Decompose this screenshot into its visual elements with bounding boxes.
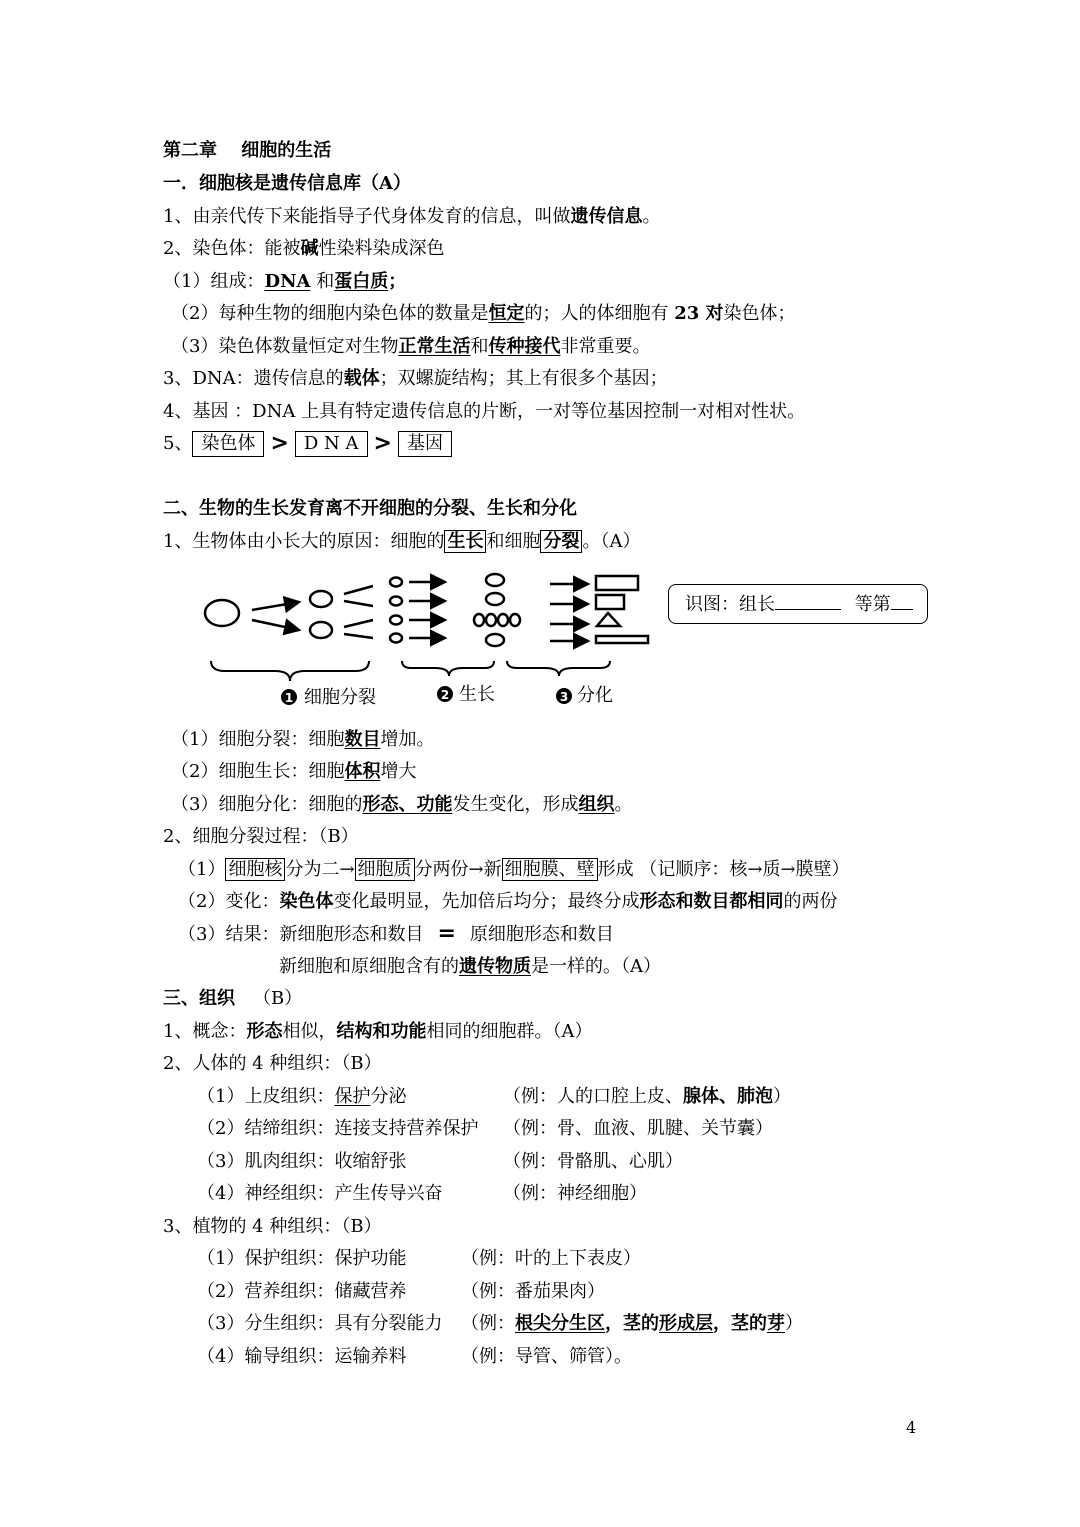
s1-item-2: 2、染色体：能被碱性染料染成深色 — [163, 238, 445, 259]
human-tissue-1: （1）上皮组织：保护分泌 — [197, 1086, 407, 1107]
s3-item-2: 2、人体的 4 种组织：（B） — [163, 1053, 382, 1074]
grown-cell — [474, 614, 484, 626]
s2-item-2: 2、细胞分裂过程：（B） — [163, 826, 359, 847]
arrow — [344, 634, 373, 638]
label-3-text: 分化 — [577, 685, 613, 706]
human-tissue-4: （4）神经组织：产生传导兴奋 — [197, 1183, 443, 1204]
differentiated-cell — [596, 576, 638, 590]
differentiated-cell — [596, 595, 624, 609]
s1-item-5: 5、 染色体 > D N A > 基因 — [163, 431, 452, 457]
section-1-heading: 一．细胞核是遗传信息库（A） — [163, 173, 411, 194]
human-tissue-3: （3）肌肉组织：收缩舒张 — [197, 1151, 407, 1172]
arrow — [344, 620, 373, 627]
grown-cell — [486, 574, 504, 586]
human-tissue-2: （2）结缔组织：连接支持营养保护 — [197, 1118, 479, 1139]
s3-item-1: 1、概念：形态相似，结构和功能相同的细胞群。（A） — [163, 1021, 593, 1042]
arrow — [252, 620, 299, 630]
s2-item-1-3: （3）细胞分化：细胞的形态、功能发生变化，形成组织。 — [171, 794, 633, 815]
plant-tissue-4-example: （例：导管、筛管）。 — [461, 1346, 632, 1367]
cell-division-diagram — [195, 568, 665, 713]
label-3-number: 3 — [559, 690, 569, 704]
plant-tissue-4: （4）输导组织：运输养料 — [197, 1346, 407, 1367]
plant-tissue-2-example: （例：番茄果肉） — [461, 1281, 605, 1302]
rank-blank[interactable] — [891, 593, 913, 610]
original-cell — [205, 600, 239, 626]
small-cell — [390, 616, 402, 625]
brace-differentiation — [507, 661, 610, 676]
label-2-number: 2 — [440, 688, 450, 702]
human-tissue-3-example: （例：骨骼肌、心肌） — [503, 1151, 683, 1172]
page-number: 4 — [906, 1418, 917, 1437]
arrow — [344, 601, 373, 606]
s1-item-2-3: （3）染色体数量恒定对生物正常生活和传种接代非常重要。 — [171, 336, 651, 357]
small-cell — [390, 597, 402, 606]
differentiated-cell — [596, 636, 648, 643]
plant-tissue-3: （3）分生组织：具有分裂能力 — [197, 1313, 443, 1334]
s2-item-2-2: （2）变化：染色体变化最明显，先加倍后均分；最终分成形态和数目都相同的两份 — [178, 891, 838, 912]
human-tissue-2-example: （例：骨、血液、肌腱、关节囊） — [503, 1118, 773, 1139]
plant-tissue-1: （1）保护组织：保护功能 — [197, 1248, 407, 1269]
s2-item-2-1: （1） 细胞核 分为二→ 细胞质 分两份→新 细胞膜、壁 形成 （记顺序：核→质→膜壁） — [178, 859, 850, 880]
s1-item-2-1: （1）组成：DNA 和蛋白质； — [163, 271, 407, 292]
label-1-text: 细胞分裂 — [304, 687, 376, 708]
label-1-number: 1 — [284, 691, 294, 705]
label-2-text: 生长 — [459, 684, 495, 705]
daughter-cell — [310, 591, 332, 607]
human-tissue-4-example: （例：神经细胞） — [503, 1183, 647, 1204]
chapter-title: 第二章 细胞的生活 — [163, 140, 332, 161]
plant-tissue-1-example: （例：叶的上下表皮） — [461, 1248, 641, 1269]
human-tissue-1-example: （例：人的口腔上皮、腺体、肺泡） — [503, 1086, 791, 1107]
brace-growth — [402, 661, 494, 676]
grown-cell — [510, 614, 520, 626]
s2-item-2-4: 新细胞和原细胞含有的遗传物质是一样的。（A） — [279, 956, 661, 977]
s2-item-1-2: （2）细胞生长：细胞体积增大 — [171, 761, 417, 782]
section-2-heading: 二、生物的生长发育离不开细胞的分裂、生长和分化 — [163, 498, 577, 519]
s2-item-1-1: （1）细胞分裂：细胞数目增加。 — [171, 729, 435, 750]
section-3-heading: 三、组织 （B） — [163, 988, 303, 1009]
plant-tissue-2: （2）营养组织：储藏营养 — [197, 1281, 407, 1302]
box-dna: D N A — [295, 431, 368, 457]
small-cell — [390, 634, 402, 643]
plant-tissue-3-example: （例：根尖分生区，茎的形成层，茎的芽） — [461, 1313, 803, 1334]
grown-cell — [498, 614, 508, 626]
s1-item-2-2: （2）每种生物的细胞内染色体的数量是恒定的；人的体细胞有 23 对染色体； — [171, 303, 796, 324]
grown-cell — [486, 593, 504, 605]
s2-item-1: 1、生物体由小长大的原因：细胞的 生长 和细胞 分裂 。（A） — [163, 531, 641, 552]
recognition-box: 识图：组长 等第 — [668, 584, 928, 624]
s1-item-1: 1、由亲代传下来能指导子代身体发育的信息，叫做遗传信息。 — [163, 206, 661, 227]
brace-division — [211, 661, 369, 681]
arrow — [252, 602, 299, 610]
s1-item-3: 3、DNA：遗传信息的载体；双螺旋结构；其上有很多个基因； — [163, 368, 668, 389]
s1-item-4: 4、基因 ：DNA 上具有特定遗传信息的片断，一对等位基因控制一对相对性状。 — [163, 401, 806, 422]
arrow — [344, 586, 373, 594]
grown-cell — [486, 614, 496, 626]
s2-item-2-3: （3）结果：新细胞形态和数目 = 原细胞形态和数目 — [178, 921, 614, 946]
differentiated-cell — [597, 613, 620, 626]
small-cell — [390, 578, 402, 587]
box-chromosome: 染色体 — [192, 431, 264, 457]
box-gene: 基因 — [398, 431, 452, 457]
grade-blank[interactable] — [775, 593, 841, 610]
daughter-cell — [310, 622, 332, 638]
s3-item-3: 3、植物的 4 种组织：（B） — [163, 1216, 382, 1237]
grown-cell — [486, 634, 504, 646]
